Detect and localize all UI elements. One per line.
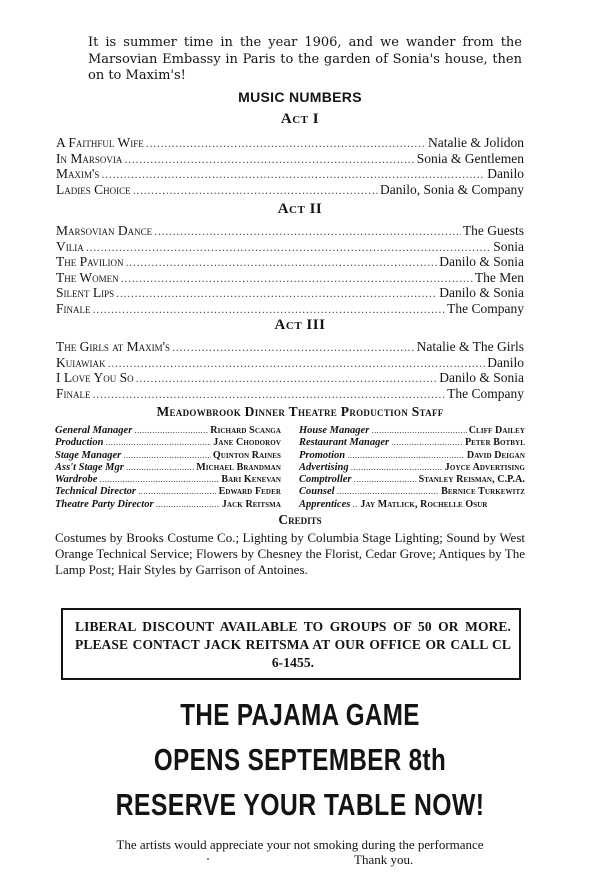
staff-row [55, 450, 281, 462]
staff-name: Bernice Turkewitz [441, 486, 525, 498]
song-title: Finale [56, 385, 91, 401]
song-performers: The Men [474, 269, 524, 285]
staff-role: General Manager [55, 425, 133, 436]
staff-row [299, 462, 525, 474]
promo-show-title: THE PAJAMA GAME [180, 697, 420, 732]
act-3-heading: Act III [274, 317, 326, 333]
staff-role: Theatre Party Director [55, 498, 154, 510]
staff-name: Stanley Reisman, C.P.A. [418, 474, 525, 486]
song-performers: The Company [447, 300, 524, 316]
staff-role: Technical Director [55, 486, 136, 498]
song-row [56, 254, 524, 270]
staff-role: Restaurant Manager [299, 437, 390, 449]
promo-opening-date: OPENS SEPTEMBER 8th [153, 742, 447, 777]
staff-list-left [55, 425, 281, 511]
staff-list-right [299, 425, 525, 511]
song-row [56, 370, 524, 386]
staff-role: House Manager [299, 425, 370, 436]
staff-role: Production [55, 437, 104, 449]
staff-row [55, 474, 281, 486]
staff-row [299, 425, 525, 437]
song-row [56, 223, 524, 239]
staff-row [55, 437, 281, 449]
staff-name: Jay Matlick, Rochelle Osur [360, 498, 488, 510]
act-2-song-list [56, 223, 524, 316]
staff-name: David Deigan [466, 449, 525, 461]
song-performers: Danilo [487, 354, 524, 370]
credits-heading: Credits [278, 512, 322, 527]
song-title: Marsovian Dance [56, 223, 153, 238]
discount-notice-box [61, 608, 521, 680]
song-row [56, 355, 524, 371]
staff-name: Richard Scanga [210, 425, 281, 436]
staff-name: Michael Brandman [196, 461, 281, 473]
song-performers: The Company [447, 385, 524, 401]
staff-name: Jane Chodorov [213, 437, 281, 449]
song-performers: Danilo & Sonia [439, 254, 524, 269]
staff-role: Stage Manager [55, 449, 122, 461]
song-performers: Danilo & Sonia [439, 370, 524, 385]
staff-row [55, 486, 281, 498]
song-title: I Love You So [56, 370, 134, 385]
act-1-song-list [56, 135, 524, 197]
song-title: The Women [56, 269, 119, 285]
song-row [56, 182, 524, 198]
staff-row [55, 499, 281, 511]
song-performers: Sonia [493, 238, 524, 254]
staff-name: Joyce Advertising [444, 461, 525, 473]
staff-role: Ass't Stage Mgr [55, 461, 124, 473]
act-2-heading: Act II [277, 201, 323, 217]
staff-role: Advertising [299, 461, 349, 473]
song-row [56, 166, 524, 182]
staff-role: Comptroller [299, 474, 352, 486]
song-row [56, 285, 524, 301]
staff-row [299, 499, 525, 511]
song-performers: Danilo [487, 166, 524, 181]
song-row [56, 339, 524, 355]
song-row [56, 151, 524, 167]
staff-role: Counsel [299, 486, 335, 498]
song-title: In Marsovia [56, 150, 123, 166]
song-performers: Danilo, Sonia & Company [380, 181, 524, 197]
staff-row [55, 462, 281, 474]
discount-notice-text: LIBERAL DISCOUNT AVAILABLE TO GROUPS OF 50 OR MORE. PLEASE CONTACT JACK REITSMA AT OUR OFFICE OR CALL CL 6-1455. [75, 619, 511, 670]
staff-role: Wardrobe [55, 474, 98, 486]
song-row [56, 301, 524, 317]
promo-reserve-call: RESERVE YOUR TABLE NOW! [115, 787, 485, 822]
song-performers: Natalie & The Girls [416, 339, 524, 354]
print-speck [207, 858, 209, 860]
song-title: The Girls at Maxim's [56, 339, 171, 354]
staff-role: Apprentices [299, 498, 351, 510]
song-title: Silent Lips [56, 285, 115, 300]
song-row [56, 239, 524, 255]
act-1-heading: Act I [280, 111, 320, 127]
staff-name: Bari Kenevan [221, 474, 281, 486]
song-title: A Faithful Wife [56, 135, 144, 150]
staff-name: Jack Reitsma [221, 498, 281, 510]
staff-row [299, 474, 525, 486]
song-title: Kuiawiak [56, 354, 106, 370]
thank-you-text: Thank you. [354, 852, 414, 867]
music-numbers-heading: MUSIC NUMBERS [238, 89, 362, 105]
song-title: Vilia [56, 238, 84, 254]
song-title: Ladies Choice [56, 181, 131, 197]
staff-row [55, 425, 281, 437]
song-row [56, 135, 524, 151]
no-smoking-notice: The artists would appreciate your not smoking during the performance [116, 837, 484, 852]
song-title: Finale [56, 300, 91, 316]
staff-name: Cliff Dailey [468, 425, 525, 436]
song-title: The Pavilion [56, 254, 124, 269]
intro-paragraph: It is summer time in the year 1906, and we wander from the Marsovian Embassy in Paris to the garden of Sonia's house, then on to Maxim's! [88, 35, 522, 83]
song-row [56, 270, 524, 286]
song-performers: The Guests [462, 223, 524, 238]
song-row [56, 386, 524, 402]
song-performers: Danilo & Sonia [439, 285, 524, 300]
song-performers: Sonia & Gentlemen [416, 150, 524, 166]
staff-name: Edward Feder [218, 486, 281, 498]
staff-name: Peter Botbyl [464, 437, 525, 449]
production-staff-heading: Meadowbrook Dinner Theatre Production Staff [156, 404, 444, 419]
staff-name: Quinton Raines [212, 449, 281, 461]
staff-row [299, 486, 525, 498]
credits-paragraph: Costumes by Brooks Costume Co.; Lighting by Columbia Stage Lighting; Sound by West Orange Technical Service; Flowers by Chesney the Florist, Cedar Grove; Antiques by The Lamp Post; Hair Styles by Garrison of Antoines. [55, 530, 525, 577]
song-performers: Natalie & Jolidon [428, 135, 524, 150]
staff-row [299, 450, 525, 462]
act-3-song-list [56, 339, 524, 401]
staff-role: Promotion [299, 449, 346, 461]
staff-row [299, 437, 525, 449]
song-title: Maxim's [56, 166, 100, 181]
